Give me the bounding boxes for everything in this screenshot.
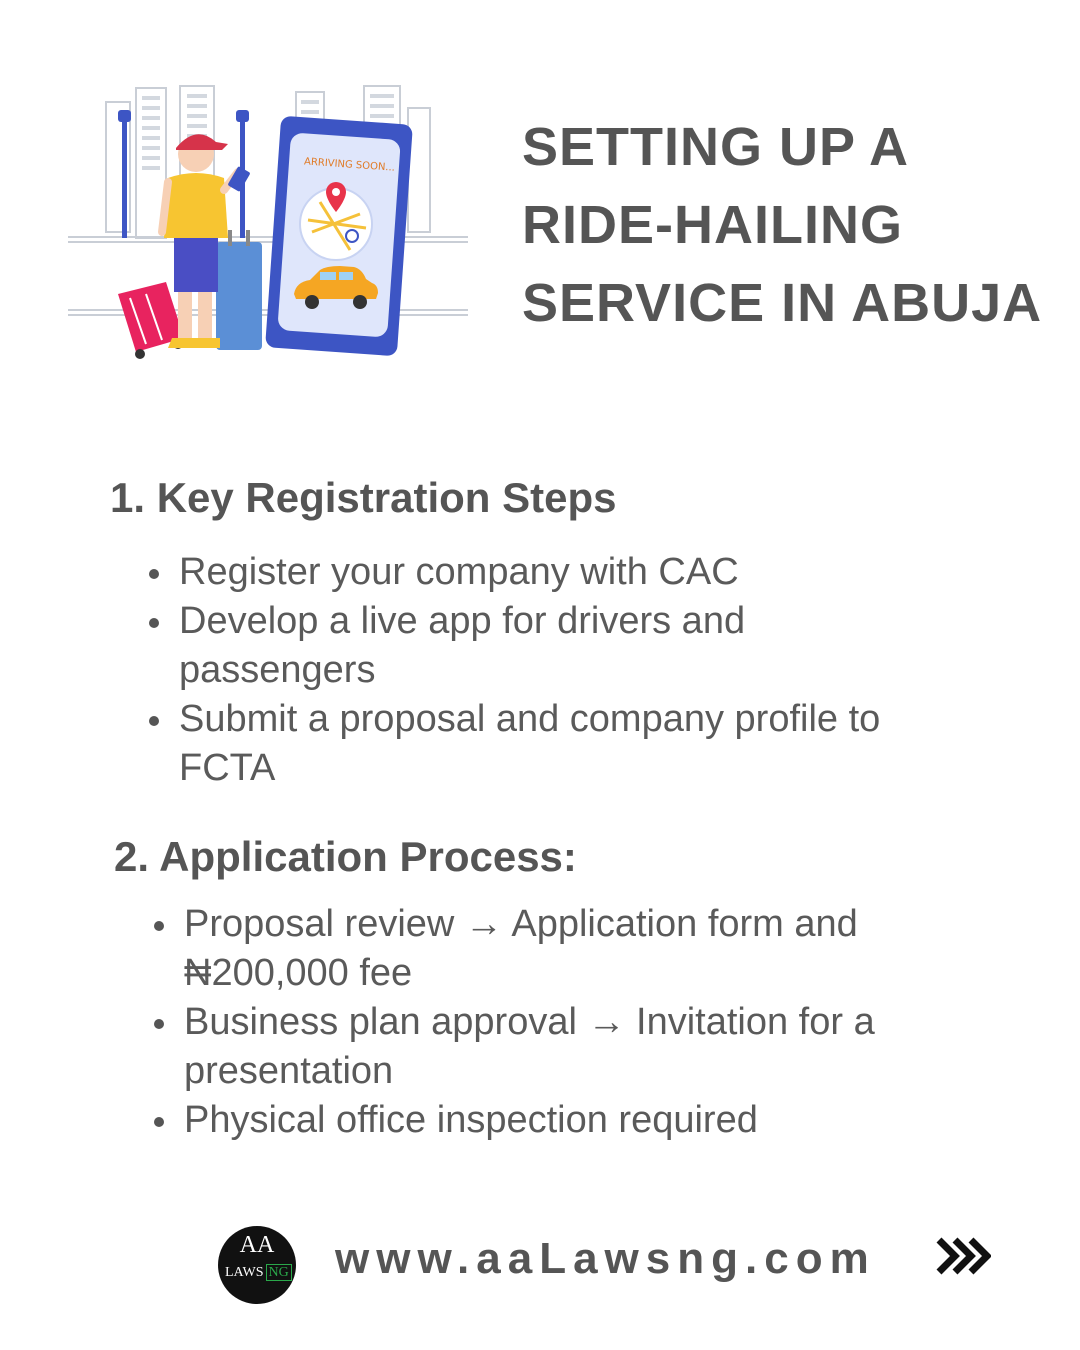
list-item: Business plan approval → Invitation for a presentation (184, 998, 944, 1096)
phone-icon (265, 116, 413, 357)
title-line-1: SETTING UP A (522, 117, 910, 177)
application-process-list (150, 900, 944, 1145)
brand-logo (218, 1226, 296, 1304)
phone-status-text: ARRIVING SOON... (303, 156, 396, 174)
list-item: Proposal review → Application form and ₦200,000 fee (184, 900, 944, 998)
title-line-2: RIDE-HAILING (522, 195, 903, 255)
ride-hailing-illustration (68, 82, 468, 362)
section-heading-application: 2. Application Process: (114, 833, 577, 880)
logo-ng: NG (266, 1264, 292, 1281)
logo-initials: AA (239, 1232, 275, 1258)
page-title (522, 108, 1042, 342)
list-item: Physical office inspection required (184, 1096, 944, 1145)
traveler-figure (118, 134, 262, 359)
registration-steps-list (145, 548, 939, 793)
logo-laws: LAWS (225, 1265, 264, 1280)
website-link[interactable]: www.aaLawsng.com (335, 1234, 876, 1283)
list-item: Register your company with CAC (179, 548, 939, 597)
list-item: Submit a proposal and company profile to FCTA (179, 695, 939, 793)
section-heading-registration: 1. Key Registration Steps (110, 474, 617, 521)
list-item: Develop a live app for drivers and passengers (179, 597, 939, 695)
title-line-3: SERVICE IN ABUJA (522, 273, 1043, 333)
chevrons-right-icon[interactable] (935, 1236, 991, 1276)
logo-wordmark (225, 1264, 292, 1282)
